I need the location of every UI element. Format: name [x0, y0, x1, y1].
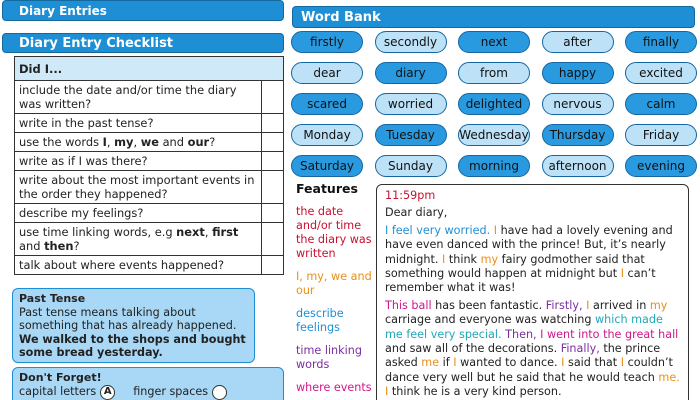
diary-span: and saw all of the decorations. [385, 342, 558, 356]
past-tense-text: Past tense means talking about something that has already happened. [19, 305, 237, 332]
checklist-header-row [15, 57, 284, 81]
item-text: , [133, 135, 141, 149]
diary-span: wanted to dance. [456, 356, 558, 370]
word-pill[interactable]: excited [625, 62, 697, 84]
tick-box[interactable] [262, 152, 284, 171]
word-pill[interactable]: morning [458, 155, 530, 177]
item-bold: next [176, 225, 205, 239]
checklist-item [15, 133, 262, 152]
diary-span: carriage and everyone was watching [385, 313, 592, 327]
past-tense-title: Past Tense [19, 292, 86, 305]
item-text: use the words [19, 135, 103, 149]
past-tense-box [12, 288, 255, 363]
diary-span: I [449, 356, 457, 370]
word-bank-row [291, 124, 697, 146]
feature-item: where events [296, 381, 372, 394]
diary-greeting: Dear diary, [385, 206, 448, 220]
word-bank-row [291, 31, 697, 53]
diary-span: think he is a very kind person. [388, 385, 562, 399]
word-bank-row [291, 62, 697, 84]
finger-spaces-label: finger spaces [133, 385, 209, 399]
tick-box[interactable] [262, 171, 284, 204]
diary-span: I [438, 252, 446, 266]
checklist-tick-header [262, 57, 284, 81]
item-bold: first [212, 225, 239, 239]
word-pill[interactable]: diary [375, 62, 447, 84]
diary-span: my [646, 298, 668, 312]
dont-forget-items [19, 385, 277, 400]
diary-span: I [385, 385, 389, 399]
checklist-title [2, 33, 284, 53]
dont-forget-box [12, 367, 284, 400]
word-pill[interactable]: next [458, 31, 530, 53]
diary-span: has been fantastic. [431, 298, 543, 312]
diary-span: Firstly, [542, 298, 583, 312]
word-pill[interactable]: after [542, 31, 614, 53]
word-bank-row [291, 93, 697, 115]
checklist-item: describe my feelings? [15, 204, 262, 223]
diary-span: the prince asked [385, 342, 661, 370]
word-bank-title-text: Word Bank [301, 9, 381, 25]
features-list [296, 182, 376, 400]
word-pill[interactable]: Tuesday [375, 124, 447, 146]
diary-span: couldn’t dance very well but he said that he would teach [385, 356, 673, 384]
features-title: Features [296, 181, 358, 196]
checklist-item: write in the past tense? [15, 114, 262, 133]
tick-box[interactable] [262, 256, 284, 275]
word-pill[interactable]: evening [625, 155, 697, 177]
checklist-item: include the date and/or time the diary was written? [15, 81, 262, 114]
word-pill[interactable]: dear [291, 62, 363, 84]
word-pill[interactable]: Monday [291, 124, 363, 146]
diary-span: Then, [501, 327, 537, 341]
diary-span: if [439, 356, 450, 370]
diary-span: me. [654, 370, 680, 384]
item-text: and [19, 239, 45, 253]
item-text: and [158, 135, 188, 149]
tick-box[interactable] [262, 133, 284, 152]
diary-span: can’t remember what it was! [385, 267, 656, 295]
checklist-title-text: Diary Entry Checklist [19, 35, 174, 51]
capital-letter-icon: A [100, 385, 115, 400]
word-pill[interactable]: finally [625, 31, 697, 53]
checklist-header: Did I... [15, 57, 262, 81]
word-pill[interactable]: from [458, 62, 530, 84]
feature-item: describe feelings [296, 307, 344, 334]
item-bold: I [102, 135, 107, 149]
word-pill[interactable]: nervous [542, 93, 614, 115]
diary-span: said that [564, 356, 618, 370]
checklist-row [15, 152, 284, 171]
word-bank-row [291, 155, 697, 177]
word-pill[interactable]: Sunday [375, 155, 447, 177]
diary-span: I [617, 267, 624, 281]
word-pill[interactable]: calm [625, 93, 697, 115]
diary-span: me [417, 356, 440, 370]
diary-span: my [477, 252, 499, 266]
word-pill[interactable]: Wednesday [458, 124, 530, 146]
page-title-text: Diary Entries [19, 3, 107, 18]
diary-span: fairy godmother said that something would happen at midnight but [385, 252, 645, 281]
word-pill[interactable]: Saturday [291, 155, 363, 177]
checklist-row [15, 81, 284, 114]
past-tense-example: We walked to the shops and bought some bread yesterday. [19, 332, 246, 359]
diary-span: This ball [385, 298, 432, 312]
diary-span: have had a lovely evening and have even danced with the prince! But, it’s nearly midnight. [385, 223, 673, 266]
tick-box[interactable] [262, 223, 284, 256]
item-bold: we [140, 135, 159, 149]
item-bold: our [187, 135, 210, 149]
checklist-row [15, 133, 284, 152]
feature-item: time linking words [296, 344, 362, 371]
diary-example [376, 184, 689, 400]
diary-paragraph [385, 224, 680, 296]
diary-span: I [582, 298, 590, 312]
tick-box[interactable] [262, 204, 284, 223]
capital-letters-label: capital letters [19, 385, 97, 399]
diary-span: I [490, 223, 498, 237]
checklist-row [15, 204, 284, 223]
diary-paragraph [385, 299, 680, 400]
diary-span: I feel very worried. [385, 223, 491, 237]
finger-space-icon [212, 385, 227, 400]
word-pill[interactable]: scared [291, 93, 363, 115]
word-bank-title [292, 6, 695, 28]
dont-forget-title: Don't Forget! [19, 371, 102, 384]
word-bank [291, 31, 697, 186]
checklist-row [15, 171, 284, 204]
diary-span: arrived in [589, 298, 647, 312]
feature-item: the date and/or time the diary was written [296, 205, 372, 260]
word-pill[interactable]: secondly [375, 31, 447, 53]
diary-span: think [445, 252, 478, 266]
checklist-item [15, 223, 262, 256]
diary-time: 11:59pm [385, 189, 436, 202]
word-pill[interactable]: firstly [291, 31, 363, 53]
finger-spaces-item [133, 385, 227, 400]
checklist-row [15, 223, 284, 256]
diary-span: I went into the great hall [536, 327, 679, 341]
feature-item: I, my, we and our [296, 270, 372, 297]
item-text: use time linking words, e.g [19, 225, 177, 239]
checklist-item: talk about where events happened? [15, 256, 262, 275]
tick-box[interactable] [262, 81, 284, 114]
item-bold: my [114, 135, 134, 149]
checklist-item: write as if I was there? [15, 152, 262, 171]
tick-box[interactable] [262, 114, 284, 133]
item-text: , [106, 135, 115, 149]
diary-span: I [557, 356, 565, 370]
page-title [2, 0, 284, 21]
word-pill[interactable]: Friday [625, 124, 697, 146]
diary-span: I [617, 356, 625, 370]
word-pill[interactable]: worried [375, 93, 447, 115]
checklist-row [15, 114, 284, 133]
diary-span: which made me feel very special. [385, 313, 663, 341]
item-text: ? [209, 135, 216, 149]
item-text: , [204, 225, 213, 239]
diary-span: Finally, [557, 342, 600, 356]
capital-letters-item [19, 385, 115, 400]
item-text: ? [73, 239, 80, 253]
word-pill[interactable]: delighted [458, 93, 530, 115]
word-pill[interactable]: Thursday [542, 124, 614, 146]
checklist-row [15, 256, 284, 275]
word-pill[interactable]: afternoon [542, 155, 614, 177]
item-bold: then [44, 239, 74, 253]
checklist-item: write about the most important events in the order they happened? [15, 171, 262, 204]
word-pill[interactable]: happy [542, 62, 614, 84]
checklist-table [14, 56, 284, 275]
